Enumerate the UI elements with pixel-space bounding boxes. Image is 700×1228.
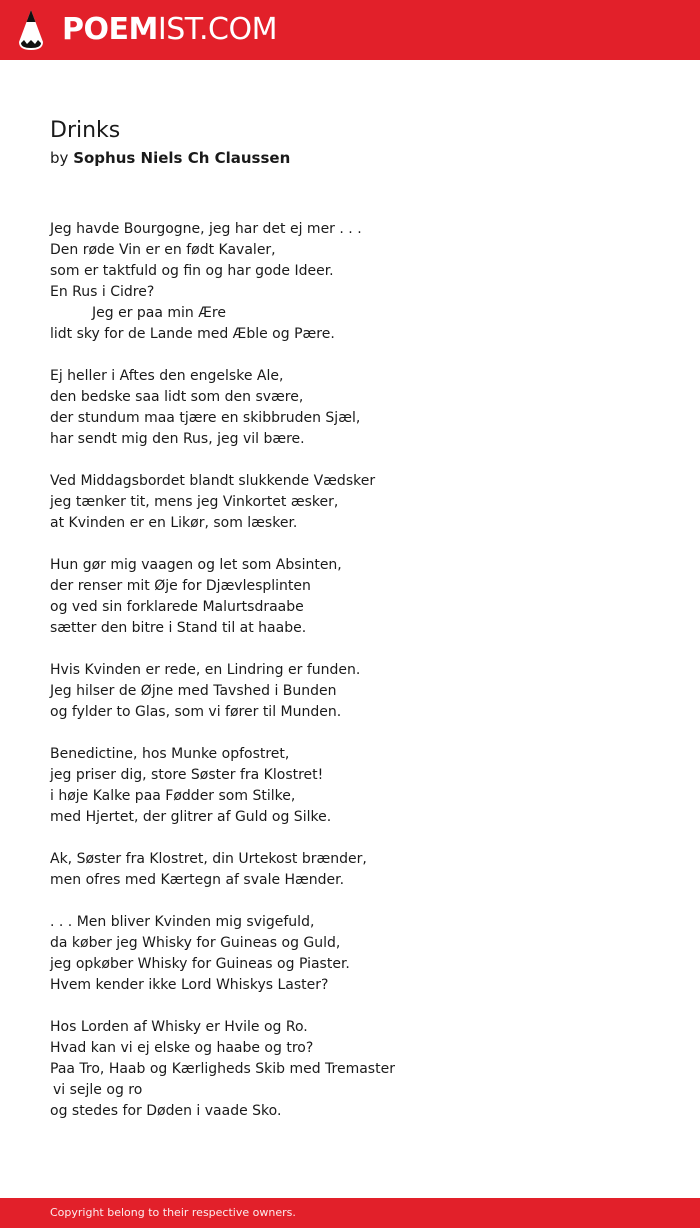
poem-line: men ofres med Kærtegn af svale Hænder.: [50, 872, 345, 888]
site-logo[interactable]: [62, 13, 277, 47]
poem-byline: [50, 148, 290, 168]
poem-line: Hvis Kvinden er rede, en Lindring er funden.: [50, 662, 361, 678]
poem-line: Den røde Vin er en født Kavaler,: [50, 242, 276, 258]
by-label: by: [50, 149, 69, 167]
stanza: [50, 744, 670, 828]
copyright-notice: Copyright belong to their respective owners.: [50, 1206, 296, 1219]
poem-line: sætter den bitre i Stand til at haabe.: [50, 620, 307, 636]
stanza: [50, 660, 670, 723]
site-header: [0, 0, 700, 60]
poem-line: som er taktfuld og fin og har gode Ideer.: [50, 263, 334, 279]
pencil-icon: [18, 9, 44, 51]
poem-author: Sophus Niels Ch Claussen: [73, 149, 291, 167]
stanza: [50, 912, 670, 996]
poem-line: lidt sky for de Lande med Æble og Pære.: [50, 326, 335, 342]
poem-line: Ved Middagsbordet blandt slukkende Vædsker: [50, 473, 376, 489]
logo-light-text: IST.COM: [157, 12, 277, 47]
poem-line: og stedes for Døden i vaade Sko.: [50, 1103, 282, 1119]
poem-line: at Kvinden er en Likør, som læsker.: [50, 515, 298, 531]
poem-line: Hvem kender ikke Lord Whiskys Laster?: [50, 977, 329, 993]
poem-line: Hos Lorden af Whisky er Hvile og Ro.: [50, 1019, 308, 1035]
poem-line: Jeg havde Bourgogne, jeg har det ej mer . . .: [50, 221, 362, 237]
poem-line: Ej heller i Aftes den engelske Ale,: [50, 368, 284, 384]
stanza: [50, 849, 670, 891]
stanza: [50, 1017, 670, 1122]
poem-line: Hvad kan vi ej elske og haabe og tro?: [50, 1040, 314, 1056]
poem-line: har sendt mig den Rus, jeg vil bære.: [50, 431, 305, 447]
poem-line: Benedictine, hos Munke opfostret,: [50, 746, 290, 762]
poem-line: jeg opkøber Whisky for Guineas og Piaster.: [50, 956, 350, 972]
poem-line: der stundum maa tjære en skibbruden Sjæl,: [50, 410, 361, 426]
stanza: [50, 366, 670, 450]
poem-line: i høje Kalke paa Fødder som Stilke,: [50, 788, 296, 804]
poem-line: . . . Men bliver Kvinden mig svigefuld,: [50, 914, 315, 930]
poem-line: da køber jeg Whisky for Guineas og Guld,: [50, 935, 341, 951]
poem-line: Jeg hilser de Øjne med Tavshed i Bunden: [50, 683, 337, 699]
poem-body: [50, 219, 670, 1122]
poem-line: Hun gør mig vaagen og let som Absinten,: [50, 557, 342, 573]
stanza: [50, 219, 670, 345]
poem-line: En Rus i Cidre?: [50, 284, 155, 300]
poem-line: der renser mit Øje for Djævlesplinten: [50, 578, 311, 594]
poem-line: Ak, Søster fra Klostret, din Urtekost brænder,: [50, 851, 367, 867]
site-footer: [0, 1198, 700, 1228]
poem-line: og fylder to Glas, som vi fører til Munden.: [50, 704, 342, 720]
poem-title: Drinks: [50, 118, 121, 143]
poem-line: med Hjertet, der glitrer af Guld og Silke.: [50, 809, 332, 825]
poem-line: jeg tænker tit, mens jeg Vinkortet æsker,: [50, 494, 339, 510]
stanza: [50, 471, 670, 534]
poem-line: og ved sin forklarede Malurtsdraabe: [50, 599, 304, 615]
stanza: [50, 555, 670, 639]
poem-line: Paa Tro, Haab og Kærligheds Skib med Tremaster: [50, 1061, 395, 1077]
poem-line: den bedske saa lidt som den svære,: [50, 389, 304, 405]
poem-line: vi sejle og ro: [53, 1082, 143, 1098]
poem-line: Jeg er paa min Ære: [92, 305, 226, 321]
logo-bold-text: POEM: [62, 12, 158, 47]
poem-line: jeg priser dig, store Søster fra Klostret!: [50, 767, 324, 783]
